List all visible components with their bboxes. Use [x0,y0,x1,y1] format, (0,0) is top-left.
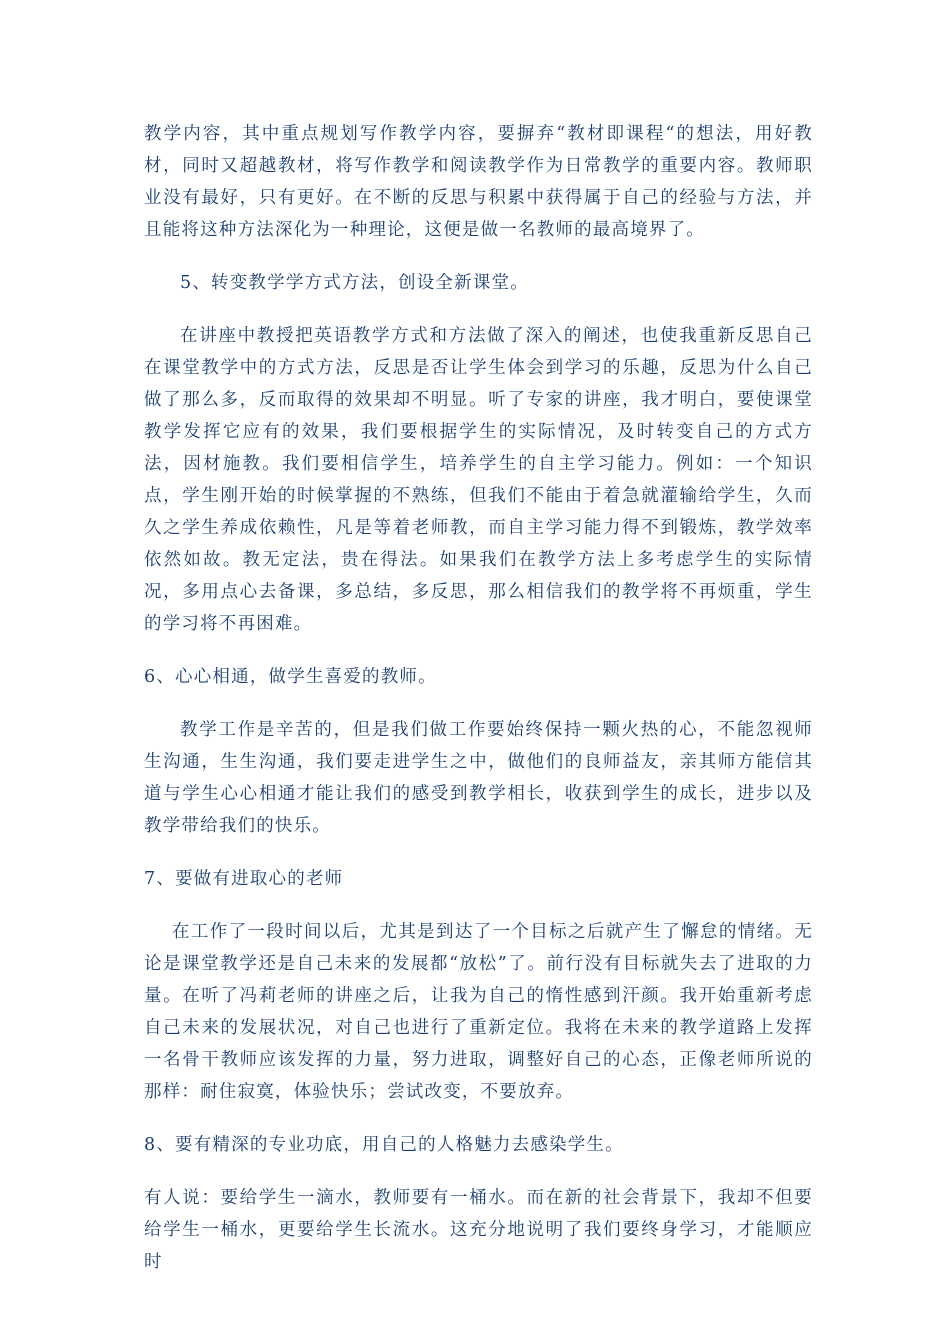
paragraph-section-7: 在工作了一段时间以后，尤其是到达了一个目标之后就产生了懈怠的情绪。无论是课堂教学还是自己未来的发展都“放松”了。前行没有目标就失去了进取的力量。在听了冯莉老师的讲座之后，让我为自己的惰性感到汗颜。我开始重新考虑自己未来的发展状况，对自己也进行了重新定位。我将在未来的教学道路上发挥一名骨干教师应该发挥的力量，努力进取，调整好自己的心态，正像老师所说的那样：耐住寂寞，体验快乐；尝试改变，不要放弃。 [144,922,813,1102]
section-heading-5: 5、转变教学学方式方法，创设全新课堂。 [180,273,529,293]
paragraph-teaching-content: 教学内容，其中重点规划写作教学内容，要摒弃“教材即课程“的想法，用好教材，同时又超越教材，将写作教学和阅读教学作为日常教学的重要内容。教师职业没有最好，只有更好。在不断的反思与积累中获得属于自己的经验与方法，并且能将这种方法深化为一种理论，这便是做一名教师的最高境界了。 [144,124,813,240]
section-heading-7: 7、要做有进取心的老师 [144,869,344,889]
paragraph-section-8: 有人说：要给学生一滴水，教师要有一桶水。而在新的社会背景下，我却不但要给学生一桶水，更要给学生长流水。这充分地说明了我们要终身学习，才能顺应时 [144,1188,813,1272]
paragraph-section-6: 教学工作是辛苦的，但是我们做工作要始终保持一颗火热的心，不能忽视师生沟通，生生沟通，我们要走进学生之中，做他们的良师益友，亲其师方能信其道与学生心心相通才能让我们的感受到教学相长，收获到学生的成长，进步以及教学带给我们的快乐。 [144,720,813,836]
paragraph-section-5: 在讲座中教授把英语教学方式和方法做了深入的阐述，也使我重新反思自己在课堂教学中的方式方法，反思是否让学生体会到学习的乐趣，反思为什么自己做了那么多，反而取得的效果却不明显。听了专家的讲座，我才明白，要使课堂教学发挥它应有的效果，我们要根据学生的实际情况，及时转变自己的方式方法，因材施教。我们要相信学生，培养学生的自主学习能力。例如：一个知识点，学生刚开始的时候掌握的不熟练，但我们不能由于着急就灌输给学生，久而久之学生养成依赖性，凡是等着老师教，而自主学习能力得不到锻炼，教学效率依然如故。教无定法，贵在得法。如果我们在教学方法上多考虑学生的实际情况，多用点心去备课，多总结，多反思，那么相信我们的教学将不再烦重，学生的学习将不再困难。 [144,326,813,634]
section-heading-6: 6、心心相通，做学生喜爱的教师。 [144,667,437,687]
section-heading-8: 8、要有精深的专业功底，用自己的人格魅力去感染学生。 [144,1135,624,1155]
